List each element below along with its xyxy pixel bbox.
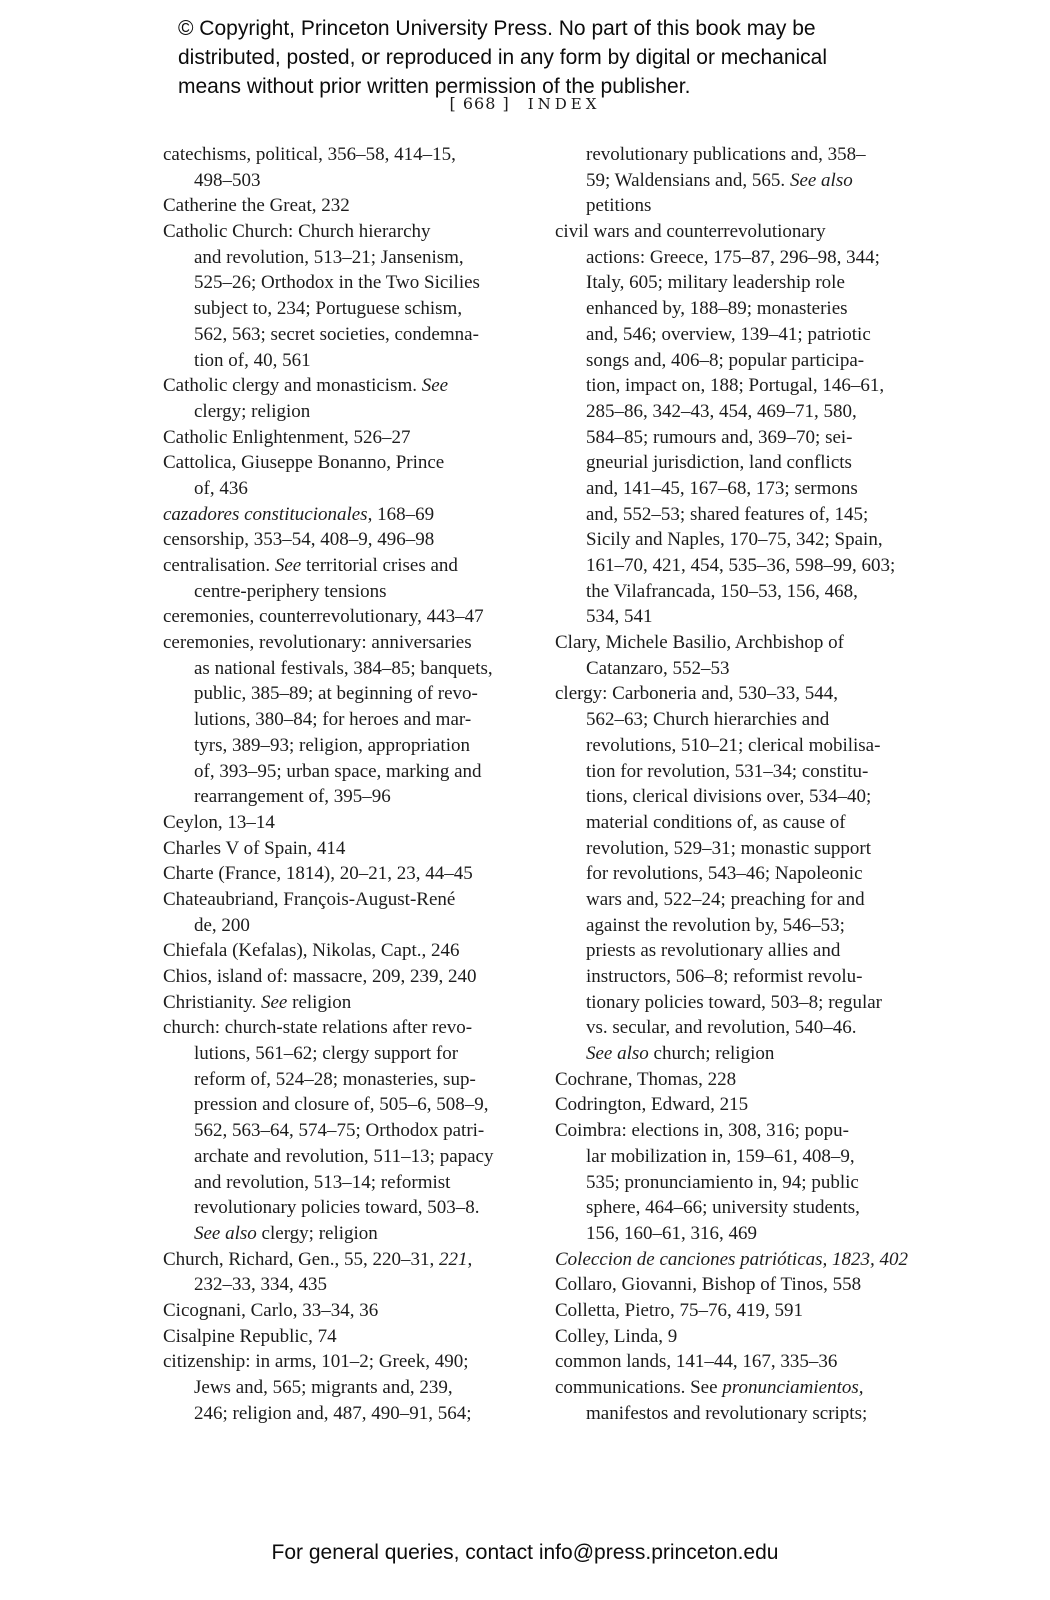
index-line [555, 836, 930, 862]
index-line [555, 425, 930, 451]
index-text: centralisation. [163, 555, 275, 576]
index-line [163, 476, 538, 502]
index-text: Charte (France, 1814), 20–21, 23, 44–45 [163, 863, 473, 885]
index-line [555, 527, 930, 553]
index-text: Cisalpine Republic, 74 [163, 1325, 337, 1347]
index-text: Church, Richard, Gen., 55, 220–31, [163, 1248, 439, 1270]
index-text: priests as revolutionary allies and [586, 940, 841, 962]
index-text: clergy; religion [256, 1222, 378, 1244]
index-text: Jews and, 565; migrants and, 239, [194, 1377, 453, 1398]
index-text: instructors, 506–8; reformist revolu- [586, 966, 863, 987]
index-text: clergy; religion [194, 400, 311, 422]
index-line [555, 348, 930, 374]
index-text: censorship, 353–54, 408–9, 496–98 [163, 529, 435, 551]
index-text: church: church-state relations after revo- [163, 1017, 473, 1039]
index-text: Chateaubriand, François-August-René [163, 888, 456, 910]
index-text: church; religion [648, 1043, 775, 1065]
index-text: Codrington, Edward, 215 [555, 1094, 749, 1116]
index-text: Collaro, Giovanni, Bishop of Tinos, 558 [555, 1274, 862, 1296]
index-line [555, 1195, 930, 1221]
index-text: petitions [586, 195, 652, 217]
index-line [163, 373, 538, 399]
index-line [555, 1401, 930, 1427]
index-text: Colletta, Pietro, 75–76, 419, 591 [555, 1299, 804, 1321]
index-line [163, 1041, 538, 1067]
index-text: tion for revolution, 531–34; constitu- [586, 760, 869, 782]
index-text: as national festivals, 384–85; banquets, [194, 657, 493, 679]
copyright-line: distributed, posted, or reproduced in any form by digital or mechanical [178, 46, 828, 69]
index-line [555, 861, 930, 887]
index-line [163, 759, 538, 785]
index-line [555, 938, 930, 964]
index-text: Cicognani, Carlo, 33–34, 36 [163, 1299, 379, 1321]
copyright-line: © Copyright, Princeton University Press. No part of this book may be [178, 17, 816, 40]
index-line [555, 322, 930, 348]
index-line [555, 913, 930, 939]
index-line [163, 707, 538, 733]
index-line [555, 193, 930, 219]
index-line [555, 219, 930, 245]
index-text: tyrs, 389–93; religion, appropriation [194, 734, 470, 756]
index-text: lutions, 380–84; for heroes and mar- [194, 709, 472, 731]
index-line [555, 964, 930, 990]
index-text: 562, 563; secret societies, condemna- [194, 323, 479, 345]
index-text: and, 552–53; shared features of, 145; [586, 503, 869, 525]
index-text: Catholic Enlightenment, 526–27 [163, 426, 411, 448]
index-line [163, 1298, 538, 1324]
index-line [555, 1092, 930, 1118]
index-line [555, 142, 930, 168]
index-text: 562, 563–64, 574–75; Orthodox patri- [194, 1120, 485, 1142]
index-line [163, 502, 538, 528]
index-text: , [467, 1248, 473, 1270]
index-line [163, 193, 538, 219]
index-text-italic: See also [194, 1222, 257, 1244]
index-text: tions, clerical divisions over, 534–40; [586, 786, 872, 808]
index-line [163, 913, 538, 939]
index-text-italic: See [261, 991, 288, 1013]
index-line [555, 1247, 930, 1273]
index-line [555, 579, 930, 605]
index-line [555, 630, 930, 656]
index-text: revolutions, 510–21; clerical mobilisa- [586, 734, 881, 756]
index-line [163, 1375, 538, 1401]
index-line [163, 836, 538, 862]
index-line [163, 168, 538, 194]
index-line [555, 1041, 930, 1067]
index-text: and revolution, 513–14; reformist [194, 1171, 451, 1193]
index-line [555, 553, 930, 579]
index-line [163, 938, 538, 964]
index-line [163, 1195, 538, 1221]
index-text-italic: cazadores constitucionales [163, 503, 368, 525]
index-line [555, 1375, 930, 1401]
page-number: [ 668 ] [449, 94, 510, 113]
index-line [555, 502, 930, 528]
index-line [555, 1144, 930, 1170]
index-text-italic: See also [789, 169, 853, 191]
index-text: common lands, 141–44, 167, 335–36 [555, 1351, 838, 1373]
index-text: revolution, 529–31; monastic support [586, 837, 871, 859]
index-line [163, 322, 538, 348]
index-text: rearrangement of, 395–96 [194, 786, 391, 808]
index-text: tionary policies toward, 503–8; regular [586, 991, 883, 1013]
index-text: 161–70, 421, 454, 535–36, 598–99, 603; [586, 555, 896, 576]
index-text: Catholic Church: Church hierarchy [163, 221, 431, 243]
index-text: de, 200 [194, 914, 250, 936]
index-text: the Vilafrancada, 150–53, 156, 468, [586, 580, 858, 602]
index-text: civil wars and counterrevolutionary [555, 221, 826, 243]
index-text: and, 141–45, 167–68, 173; sermons [586, 477, 858, 499]
index-column-right [555, 142, 930, 1426]
index-text: lar mobilization in, 159–61, 408–9, [586, 1145, 855, 1167]
index-text: 285–86, 342–43, 454, 469–71, 580, [586, 400, 857, 422]
index-text-italic: pronunciamientos, [722, 1377, 864, 1398]
index-text: Catanzaro, 552–53 [586, 657, 730, 679]
index-text: revolutionary publications and, 358– [586, 144, 866, 165]
index-text-italic: Coleccion de canciones patrióticas, 1823, 402 [555, 1248, 909, 1270]
index-line [163, 296, 538, 322]
index-line [555, 784, 930, 810]
index-text: and revolution, 513–21; Jansenism, [194, 246, 464, 268]
index-line [555, 296, 930, 322]
copyright-line: means without prior written permission of the publisher. [178, 75, 691, 98]
index-text: tion of, 40, 561 [194, 349, 311, 371]
index-text: 534, 541 [586, 606, 653, 628]
index-text: subject to, 234; Portuguese schism, [194, 298, 463, 320]
index-text: Catherine the Great, 232 [163, 195, 350, 217]
index-text: 562–63; Church hierarchies and [586, 709, 830, 731]
page-title: INDEX [527, 95, 601, 113]
index-text: citizenship: in arms, 101–2; Greek, 490; [163, 1351, 469, 1373]
index-line [163, 861, 538, 887]
index-line [555, 1067, 930, 1093]
index-text: Chiefala (Kefalas), Nikolas, Capt., 246 [163, 940, 460, 962]
index-line [163, 733, 538, 759]
index-line [163, 1092, 538, 1118]
index-line [163, 604, 538, 630]
index-text: songs and, 406–8; popular participa- [586, 349, 865, 371]
index-text: Clary, Michele Basilio, Archbishop of [555, 632, 844, 654]
index-text: reform of, 524–28; monasteries, sup- [194, 1068, 476, 1090]
index-text: against the revolution by, 546–53; [586, 914, 845, 936]
index-text: 59; Waldensians and, 565. [586, 169, 790, 191]
index-line [163, 1272, 538, 1298]
index-line [163, 142, 538, 168]
index-line [163, 1324, 538, 1350]
index-line [555, 887, 930, 913]
index-text: enhanced by, 188–89; monasteries [586, 298, 848, 320]
index-text: vs. secular, and revolution, 540–46. [586, 1017, 857, 1039]
index-text: ceremonies, counterrevolutionary, 443–47 [163, 606, 484, 628]
index-text: clergy: Carboneria and, 530–33, 544, [555, 683, 838, 705]
index-line [555, 373, 930, 399]
index-text: Christianity. [163, 991, 261, 1013]
index-line [163, 990, 538, 1016]
index-line [163, 270, 538, 296]
index-text-italic: 221 [438, 1248, 468, 1270]
index-line [163, 1170, 538, 1196]
index-line [163, 527, 538, 553]
index-line [555, 707, 930, 733]
index-line [555, 1272, 930, 1298]
index-text: 498–503 [194, 169, 261, 191]
index-text: Cattolica, Giuseppe Bonanno, Prince [163, 452, 445, 474]
index-text: Cochrane, Thomas, 228 [555, 1068, 737, 1090]
index-line [163, 1067, 538, 1093]
index-text: material conditions of, as cause of [586, 811, 846, 833]
index-text: 232–33, 334, 435 [194, 1274, 327, 1296]
index-line [163, 1349, 538, 1375]
index-line [555, 990, 930, 1016]
index-text: 535; pronunciamiento in, 94; public [586, 1171, 859, 1193]
index-text: manifestos and revolutionary scripts; [586, 1402, 868, 1424]
index-line [163, 1118, 538, 1144]
index-text: Colley, Linda, 9 [555, 1325, 678, 1347]
copyright-notice [178, 14, 827, 101]
index-text: ceremonies, revolutionary: anniversaries [163, 632, 472, 654]
index-line [163, 425, 538, 451]
index-line [163, 630, 538, 656]
index-text: Italy, 605; military leadership role [586, 272, 845, 294]
index-text-italic: See [274, 555, 302, 576]
index-line [555, 450, 930, 476]
index-text: of, 393–95; urban space, marking and [194, 760, 482, 782]
index-text: territorial crises and [301, 555, 458, 576]
index-text: lutions, 561–62; clergy support for [194, 1043, 459, 1065]
index-line [555, 476, 930, 502]
index-line [163, 681, 538, 707]
index-line [163, 656, 538, 682]
index-text: Ceylon, 13–14 [163, 811, 275, 833]
index-column-left [163, 142, 538, 1426]
index-text: wars and, 522–24; preaching for and [586, 888, 865, 910]
index-line [555, 1324, 930, 1350]
index-line [163, 579, 538, 605]
index-text: communications. See [555, 1377, 723, 1398]
index-text: Charles V of Spain, 414 [163, 837, 346, 859]
footer-contact: For general queries, contact info@press.princeton.edu [271, 1541, 779, 1564]
index-line [163, 1247, 538, 1273]
index-line [555, 1221, 930, 1247]
index-line [163, 399, 538, 425]
index-line [555, 733, 930, 759]
index-line [163, 450, 538, 476]
index-text: Catholic clergy and monasticism. [163, 375, 422, 397]
index-text: tion, impact on, 188; Portugal, 146–61, [586, 375, 885, 397]
index-line [163, 348, 538, 374]
index-text: 525–26; Orthodox in the Two Sicilies [194, 272, 480, 294]
index-text: 156, 160–61, 316, 469 [586, 1222, 757, 1244]
index-line [555, 810, 930, 836]
index-line [555, 1170, 930, 1196]
index-line [163, 887, 538, 913]
index-text: religion [287, 991, 352, 1013]
index-text: archate and revolution, 511–13; papacy [194, 1145, 494, 1167]
index-line [163, 245, 538, 271]
index-text: Coimbra: elections in, 308, 316; popu- [555, 1120, 849, 1142]
index-line [555, 1118, 930, 1144]
index-line [163, 784, 538, 810]
index-line [163, 1015, 538, 1041]
index-line [555, 604, 930, 630]
index-text: 584–85; rumours and, 369–70; sei- [586, 426, 853, 448]
index-line [555, 1298, 930, 1324]
index-line [163, 553, 538, 579]
index-line [555, 759, 930, 785]
index-line [555, 270, 930, 296]
index-line [163, 1401, 538, 1427]
index-line [163, 219, 538, 245]
index-text: Sicily and Naples, 170–75, 342; Spain, [586, 529, 883, 551]
index-line [163, 964, 538, 990]
index-text: sphere, 464–66; university students, [586, 1197, 860, 1219]
page-header [0, 94, 1050, 113]
index-line [163, 1144, 538, 1170]
index-line [555, 1349, 930, 1375]
index-line [555, 681, 930, 707]
index-line [163, 1221, 538, 1247]
index-text: , 168–69 [367, 503, 435, 525]
index-line [555, 656, 930, 682]
index-text: for revolutions, 543–46; Napoleonic [586, 863, 863, 885]
index-text: Chios, island of: massacre, 209, 239, 240 [163, 966, 477, 987]
index-line [555, 168, 930, 194]
index-text: public, 385–89; at beginning of revo- [194, 683, 478, 705]
index-text: of, 436 [194, 477, 248, 499]
index-text-italic: See also [586, 1043, 649, 1065]
index-text: 246; religion and, 487, 490–91, 564; [194, 1402, 472, 1424]
index-line [555, 245, 930, 271]
index-text: centre-periphery tensions [194, 580, 387, 602]
index-text: gneurial jurisdiction, land conflicts [586, 452, 852, 474]
index-text: pression and closure of, 505–6, 508–9, [194, 1094, 489, 1116]
index-line [555, 1015, 930, 1041]
index-text: revolutionary policies toward, 503–8. [194, 1197, 480, 1219]
index-text: catechisms, political, 356–58, 414–15, [163, 144, 456, 165]
index-text-italic: See [421, 375, 449, 397]
index-text: actions: Greece, 175–87, 296–98, 344; [586, 246, 880, 268]
index-text: and, 546; overview, 139–41; patriotic [586, 323, 871, 345]
index-line [163, 810, 538, 836]
index-line [555, 399, 930, 425]
